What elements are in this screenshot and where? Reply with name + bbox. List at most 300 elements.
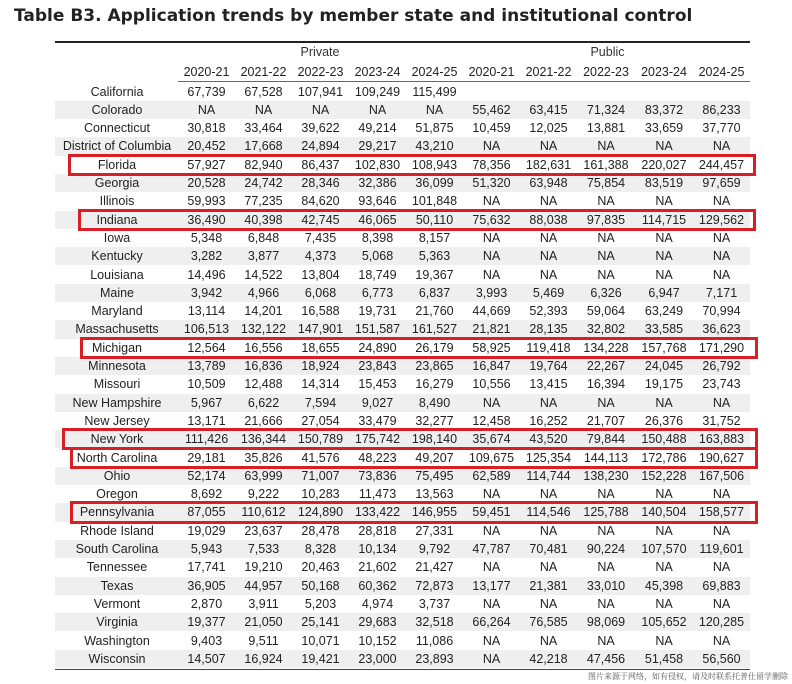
table-cell: 5,943 [190,542,223,556]
table-cell: NA [712,267,731,282]
state-name: Florida [97,157,137,172]
table-cell: 63,415 [529,102,568,117]
table-cell: 73,836 [358,468,397,483]
table-cell: NA [712,194,731,209]
table-cell: 7,594 [304,395,337,410]
table-cell: 6,947 [648,285,680,300]
table-cell: 146,955 [411,505,458,520]
table-row [55,375,750,393]
table-cell: 16,588 [301,304,340,319]
table-cell: 20,452 [187,139,226,154]
table-cell: 14,522 [244,267,283,282]
year-header-3: 2023-24 [354,65,401,79]
table-cell: 8,490 [418,395,451,410]
table-cell: 161,527 [411,322,458,337]
state-name: Maryland [91,304,143,319]
table-cell: 28,818 [358,523,397,538]
table-cell: NA [597,267,615,282]
table-cell: 11,473 [358,487,397,502]
table-cell: 57,927 [187,157,226,172]
table-row [55,430,750,448]
state-name: New Jersey [84,413,150,428]
table-cell: 49,214 [358,121,397,136]
table-cell: 67,739 [187,84,226,99]
table-cell: NA [712,523,731,538]
table-cell: 129,562 [698,212,745,227]
table-cell: 171,290 [698,340,745,355]
table-cell: 10,152 [358,633,397,648]
year-header-2: 2022-23 [297,65,344,79]
state-name: Connecticut [83,121,150,136]
table-cell: NA [482,633,501,648]
table-cell: NA [482,249,501,264]
table-cell: 124,890 [297,505,344,520]
table-cell: NA [482,651,501,666]
table-cell: 6,068 [304,285,337,300]
table-cell: 3,737 [418,596,451,611]
state-name: Iowa [103,230,131,245]
table-cell: 58,925 [472,340,511,355]
table-cell: 39,622 [301,121,340,136]
table-cell: 5,068 [361,249,394,264]
table-cell: 4,966 [247,285,280,300]
table-cell: 13,804 [301,267,340,282]
year-header-8: 2023-24 [641,65,687,79]
table-cell: 16,556 [244,340,283,355]
table-cell: 36,905 [187,578,226,593]
table-cell: 44,669 [472,304,511,319]
table-cell: 23,865 [415,359,454,373]
table-cell: 35,826 [244,450,283,465]
table-cell: 16,847 [472,359,511,373]
table-cell: 30,818 [187,121,226,136]
table-cell: 107,570 [641,542,687,556]
table-cell: 29,181 [187,450,226,465]
table-cell: 10,459 [472,121,511,136]
table-cell: 167,506 [698,468,745,483]
table-cell: 152,228 [641,468,687,483]
table-cell: 83,519 [644,176,684,190]
table-cell: NA [655,249,673,264]
table-cell: NA [655,523,673,538]
table-cell: 107,941 [297,84,344,99]
table-cell: NA [597,560,615,575]
table-cell: 88,038 [529,212,568,227]
table-cell: 52,174 [187,468,226,483]
year-header-7: 2022-23 [583,65,629,79]
table-cell: 31,752 [702,413,741,428]
state-name: Louisiana [90,267,144,282]
table-cell: NA [597,230,615,245]
table-cell: 5,348 [190,230,223,245]
table-cell: NA [597,395,615,410]
table-cell: 13,789 [187,359,226,373]
table-cell: 42,745 [301,212,340,227]
table-row [55,449,750,467]
table-row [55,503,750,521]
table-cell: 138,230 [583,468,629,483]
table-cell: 63,948 [529,176,568,190]
table-row [55,339,750,357]
table-cell: 16,836 [244,359,283,373]
table-row [55,174,750,192]
table-cell: 76,585 [529,615,568,630]
table-cell: 114,715 [641,212,687,227]
table-cell: 33,585 [644,322,684,337]
table-cell: NA [597,523,615,538]
year-header-5: 2020-21 [468,65,515,79]
table-cell: NA [655,560,673,575]
table-row [55,613,750,631]
table-cell: 244,457 [698,157,745,172]
table-cell: 21,381 [529,578,568,593]
table-cell: 9,027 [361,395,394,410]
table-cell: 150,488 [641,432,687,447]
table-cell: 140,504 [641,505,687,520]
state-name: Maine [99,285,135,300]
table-cell: 23,743 [702,377,741,392]
table-cell: 41,576 [301,450,340,465]
state-name: New York [90,432,144,447]
table-cell: 13,563 [415,487,454,502]
table-cell: 59,451 [472,505,511,520]
table-cell: NA [597,633,615,648]
table-cell: 6,773 [361,285,394,300]
table-cell: NA [655,267,673,282]
state-name: North Carolina [76,450,158,465]
table-cell: 37,770 [702,121,741,136]
table-cell: 6,622 [247,395,280,410]
table-cell: 75,854 [586,176,626,190]
table-cell: 16,252 [529,413,568,428]
table-cell: 132,122 [240,322,287,337]
table-cell: 93,646 [358,194,397,209]
table-cell: 20,463 [301,560,340,575]
table-cell: 59,993 [187,194,226,209]
table-cell: 87,055 [187,505,226,520]
table-cell: 23,893 [415,651,454,666]
table-cell: 17,668 [244,139,283,154]
table-cell: 7,533 [247,542,280,556]
table-cell: 163,883 [698,432,745,447]
table-cell: 19,421 [301,651,340,666]
table-row [55,156,750,174]
state-name: Virginia [96,615,138,630]
table-cell: NA [482,487,501,502]
table-cell: 28,346 [301,176,340,190]
table-cell: 33,479 [358,413,397,428]
table-cell: 19,029 [187,523,226,538]
table-row [55,229,750,247]
table-cell: NA [655,487,673,502]
table-cell: 105,652 [641,615,687,630]
table-cell: NA [482,267,501,282]
table-cell: 151,587 [354,322,401,337]
table-cell: 10,283 [301,487,340,502]
table-cell: 60,362 [358,578,397,593]
table-cell: NA [539,267,558,282]
table-cell: NA [712,633,731,648]
table-cell: 33,659 [644,121,684,136]
table-cell: 220,027 [641,157,687,172]
table-cell: 106,513 [183,322,230,337]
table-row [55,522,750,540]
table-cell: 16,279 [415,377,454,392]
table-cell: 79,844 [586,432,626,447]
table-cell: NA [597,139,615,154]
table-cell: 13,881 [586,121,626,136]
table-cell: 98,069 [586,615,626,630]
state-name: District of Columbia [62,139,172,154]
table-row [55,394,750,412]
table-cell: 16,394 [586,377,626,392]
table-cell: 18,655 [301,340,340,355]
table-cell: 119,601 [699,542,744,556]
table-cell: 14,201 [244,304,283,319]
table-cell: NA [712,596,731,611]
table-cell: 90,224 [586,542,626,556]
table-cell: 21,602 [358,560,397,575]
table-cell: 6,326 [590,285,622,300]
table-cell: 11,086 [415,633,454,648]
table-row [55,83,750,101]
table-cell: 21,760 [415,304,454,319]
table-cell: 19,210 [244,560,283,575]
table-cell: 147,901 [297,322,344,337]
table-cell: 133,422 [354,505,401,520]
table-cell: NA [482,139,501,154]
table-cell: 29,217 [358,139,397,154]
table-cell: NA [539,633,558,648]
table-cell: 3,877 [247,249,280,264]
table-cell: 28,135 [529,322,568,337]
table-cell: 9,222 [247,487,280,502]
state-name: Indiana [96,212,138,227]
table-top-rule [55,41,750,43]
table-row [55,412,750,430]
table-cell: 120,285 [698,615,745,630]
table-row [55,119,750,137]
table-row [55,211,750,229]
table-row [55,540,750,558]
state-name: Ohio [103,468,131,483]
table-row [55,266,750,284]
table-cell: 24,045 [644,359,684,373]
table-cell: 43,520 [529,432,568,447]
state-name: Tennessee [86,560,148,575]
table-cell: 8,692 [190,487,223,502]
table-row [55,302,750,320]
group-header-public: Public [590,45,625,59]
table-row [55,650,750,668]
table-cell: NA [539,194,558,209]
table-cell: 125,354 [525,450,572,465]
watermark: 图片来源于网络，如有侵权，请及时联系托普仕留学删除 [588,672,788,681]
table-cell: 51,875 [415,121,454,136]
state-name: Georgia [94,176,140,190]
table-cell: 7,171 [705,285,738,300]
table-cell: 21,666 [244,413,283,428]
table-cell: 23,000 [358,651,397,666]
table-cell: 43,210 [415,139,454,154]
year-header-0: 2020-21 [183,65,230,79]
table-cell: 101,848 [411,194,458,209]
table-cell: 158,577 [698,505,745,520]
table-cell: 6,848 [247,230,280,245]
table-row [55,632,750,650]
table-cell: NA [655,633,673,648]
table-cell: 198,140 [411,432,458,447]
table-cell: NA [712,230,731,245]
table-cell: 20,528 [187,176,226,190]
table-cell: 19,764 [529,359,568,373]
table-cell: 69,883 [702,578,741,593]
table-cell: 3,993 [475,285,508,300]
table-cell: 78,356 [472,157,511,172]
table-cell: 190,627 [698,450,745,465]
table-cell: 82,940 [244,157,283,172]
table-cell: 114,546 [526,505,571,520]
table-cell: 136,344 [240,432,287,447]
table-cell: NA [425,102,444,117]
table-cell: 25,141 [301,615,340,630]
table-cell: 3,911 [248,596,279,611]
table-cell: 71,007 [301,468,340,483]
table-cell: 24,894 [301,139,340,154]
table-cell: NA [712,395,731,410]
table-cell: 33,010 [586,578,626,593]
table-cell: 77,235 [244,194,283,209]
table-cell: 27,331 [415,523,454,538]
table-cell: 36,623 [702,322,741,337]
table-cell: 14,496 [187,267,226,282]
table-cell: 48,223 [358,450,397,465]
table-row [55,558,750,576]
table-row [55,101,750,119]
table-cell: 10,556 [472,377,511,392]
table-cell: 49,207 [415,450,454,465]
table-cell: NA [539,523,558,538]
table-cell: NA [597,596,615,611]
table-cell: 40,398 [244,212,283,227]
table-cell: 119,418 [526,340,571,355]
table-cell: 14,507 [187,651,226,666]
table-cell: 55,462 [472,102,511,117]
table-cell: 19,367 [415,267,454,282]
table-cell: 144,113 [583,450,629,465]
table-cell: 35,674 [472,432,511,447]
table-cell: 111,426 [184,432,229,447]
table-cell: 4,373 [304,249,337,264]
table-cell: 13,114 [187,304,226,319]
table-row [55,467,750,485]
table-cell: NA [539,230,558,245]
table-cell: 33,464 [244,121,283,136]
table-cell: 109,675 [468,450,515,465]
table-cell: NA [539,249,558,264]
table-cell: 5,203 [304,596,337,611]
table-cell: NA [597,487,615,502]
state-name: Missouri [93,377,141,392]
table-cell: NA [539,139,558,154]
table-cell: 45,398 [644,578,684,593]
table-cell: 125,788 [583,505,629,520]
table-cell: 75,632 [472,212,511,227]
table-cell: 47,456 [586,651,626,666]
table-cell: 56,560 [702,651,741,666]
table-cell: 13,177 [472,578,511,593]
table-cell: 62,589 [472,468,511,483]
table-cell: NA [539,560,558,575]
table-cell: 13,171 [187,413,226,428]
state-name: Michigan [91,340,143,355]
table-cell: 3,942 [190,285,223,300]
state-name: South Carolina [75,542,159,556]
table-cell: 8,328 [304,542,337,556]
table-cell: 13,415 [529,377,568,392]
table-cell: NA [655,194,673,209]
table-cell: 18,749 [358,267,397,282]
table-cell: NA [655,230,673,245]
table-cell: NA [482,596,501,611]
state-name: Texas [100,578,134,593]
table-row [55,247,750,265]
table-cell: 52,393 [529,304,568,319]
table-row [55,357,750,375]
table-row [55,485,750,503]
table-cell: 51,458 [644,651,684,666]
table-cell: 19,731 [358,304,397,319]
year-header-9: 2024-25 [698,65,745,79]
table-cell: 24,742 [244,176,283,190]
table-cell: NA [482,395,501,410]
table-cell: 9,792 [418,542,451,556]
table-cell: 12,564 [187,340,226,355]
table-cell: NA [482,560,501,575]
table-bottom-rule [55,669,750,670]
table-cell: NA [539,487,558,502]
table-row [55,284,750,302]
table-cell: 18,924 [301,359,340,373]
table-cell: 71,324 [586,102,626,117]
table-cell: NA [712,249,731,264]
table-cell: 161,388 [583,157,629,172]
table-cell: 86,437 [301,157,340,172]
table-cell: 182,631 [525,157,572,172]
state-name: Washington [84,633,150,648]
table-cell: 72,873 [415,578,454,593]
table-row [55,595,750,613]
table-row [55,137,750,155]
table-cell: 10,071 [301,633,340,648]
table-cell: 10,134 [358,542,397,556]
table-cell: 32,802 [586,322,626,337]
table-cell: 108,943 [411,157,458,172]
table-cell: 7,435 [304,230,337,245]
table-cell: 19,377 [187,615,226,630]
table-cell: 102,830 [354,157,401,172]
state-name: Pennsylvania [79,505,155,520]
table-cell: 75,495 [415,468,454,483]
table-cell: 84,620 [301,194,340,209]
state-name: Wisconsin [88,651,146,666]
table-cell: 22,267 [586,359,626,373]
year-header-1: 2021-22 [240,65,287,79]
table-cell: 26,179 [415,340,454,355]
table-cell: 5,363 [418,249,451,264]
table-cell: 50,110 [415,212,454,227]
table-cell: 50,168 [301,578,340,593]
